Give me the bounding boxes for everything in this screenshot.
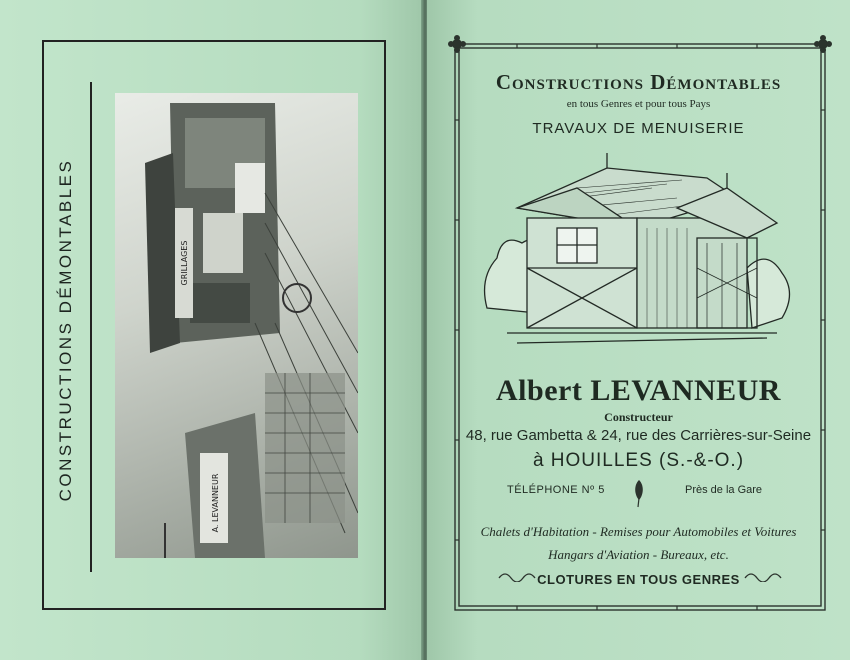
photo-sign-levanneur: A. LEVANNEUR <box>211 473 220 533</box>
left-page-title: CONSTRUCTIONS DÉMONTABLES <box>56 158 75 502</box>
quill-icon <box>632 478 646 508</box>
right-page <box>427 0 850 660</box>
specialties-line-2: Hangars d'Aviation - Bureaux, etc. <box>548 547 729 562</box>
telephone: TÉLÉPHONE Nº 5 <box>507 484 605 496</box>
proprietor-name: Albert LEVANNEUR <box>496 374 781 407</box>
left-page <box>0 0 423 660</box>
headline: Constructions Démontables <box>495 70 782 94</box>
trade-line: TRAVAUX DE MENUISERIE <box>532 120 745 137</box>
vertical-rule <box>90 82 92 572</box>
scroll-ornament-icon <box>743 570 783 582</box>
city: à HOUILLES (S.-&-O.) <box>532 450 745 471</box>
workshop-photo <box>115 93 358 558</box>
photo-sign-grillages: GRILLAGES <box>180 240 189 286</box>
proprietor-role: Constructeur <box>604 410 673 424</box>
address: 48, rue Gambetta & 24, rue des Carrières-sur-Seine <box>465 427 812 444</box>
subheadline: en tous Genres et pour tous Pays <box>566 98 711 110</box>
near-station: Près de la Gare <box>685 484 763 496</box>
chalet-illustration <box>477 148 797 368</box>
closing-line: CLOTURES EN TOUS GENRES <box>537 572 740 587</box>
specialties-line-1: Chalets d'Habitation - Remises pour Automobiles et Voitures <box>480 524 797 539</box>
